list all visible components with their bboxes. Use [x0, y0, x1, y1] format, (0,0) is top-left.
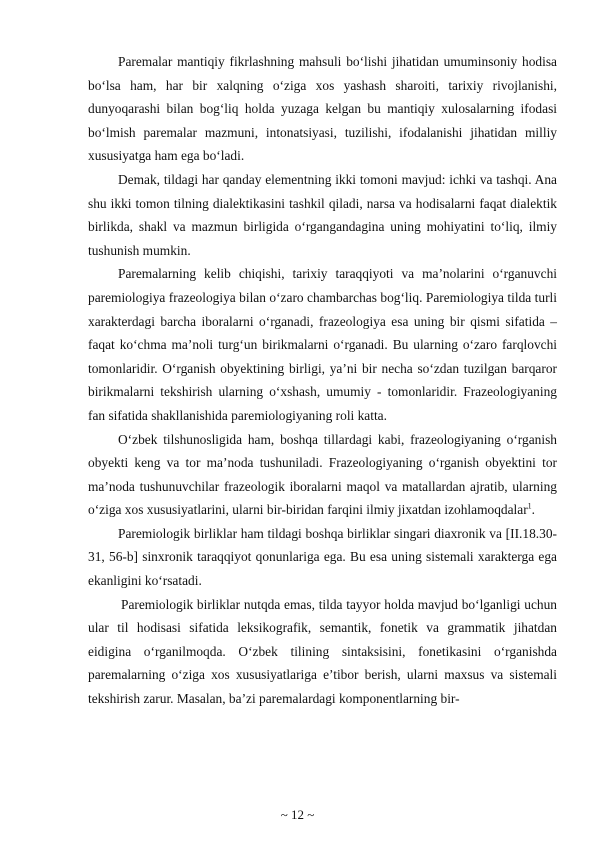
page-body [88, 50, 557, 711]
footnote-marker[interactable]: 1 [527, 501, 532, 511]
paragraph-1: Paremalar mantiqiy fikrlashning mahsuli bo‘lishi jihatidan umuminsoniy hodisa bo‘lsa ham, har bir xalqning o‘ziga xos yashash sharoiti, tarixiy rivojlanishi, dunyoqarashi bilan bog‘liq holda yuzaga kelgan bu mantiqiy xulosalarning ifodasi bo‘lmish paremalar mazmuni, intonatsiyasi, tuzilishi, ifodalanishi jihatidan milliy xususiyatga ham ega bo‘ladi. [88, 54, 557, 164]
page-number: ~ 12 ~ [280, 807, 315, 822]
paragraph-4-text: O‘zbek tilshunosligida ham, boshqa tillardagi kabi, frazeologiyaning o‘rganish obyekti keng va tor ma’noda tushuniladi. Frazeologiyaning o‘rganish obyektini tor ma’noda tushunuvchilar frazeologik iboralarni maqol va matallardan ajratib, ularning o‘ziga xos xususiyatlarini, ularni bir-biridan farqini ilmiy jixatdan izohlamoqdalar [88, 431, 557, 518]
paragraph-5: Paremiologik birliklar ham tildagi boshqa birliklar singari diaxronik va [II.18.30-31, 56-b] sinxronik taraqqiyot qonunlariga ega. Bu esa uning sistemali xarakterga ega ekanligini ko‘rsatadi. [88, 525, 557, 589]
paragraph-4 [88, 428, 557, 522]
paragraph-3: Paremalarning kelib chiqishi, tarixiy taraqqiyoti va ma’nolarini o‘rganuvchi paremiologiya frazeologiya bilan o‘zaro chambarchas bog‘liq. Paremiologiya tilda turli xarakterdagi barcha iboralarni o‘rganadi, frazeologiya esa uning bir qismi sifatida – faqat ko‘chma ma’noli turg‘un birikmalarni o‘rganadi. Bu ularning o‘zaro farqlovchi tomonlaridir. O‘rganish obyektining birligi, ya’ni bir necha so‘zdan tuzilgan barqaror birikmalarni tekshirish ularning o‘xshash, umumiy - tomonlaridir. Frazeologiyaning fan sifatida shakllanishida paremiologiyaning roli katta. [88, 266, 557, 423]
paragraph-4-end: . [531, 502, 536, 518]
paragraph-6: Paremiologik birliklar nutqda emas, tilda tayyor holda mavjud bo‘lganligi uchun ular til hodisasi sifatida leksikografik, semantik, fonetik va grammatik jihatdan eidigina o‘rganilmoqda. O‘zbek tilining sintaksisini, fonetikasini o‘rganishda paremalarning o‘ziga xos xususiyatlariga e’tibor berish, ularni maxsus va sistemali tekshirish zarur. Masalan, ba’zi paremalardagi komponentlarning bir- [88, 596, 557, 707]
paragraph-2: Demak, tildagi har qanday elementning ikki tomoni mavjud: ichki va tashqi. Ana shu ikki tomon tilning dialektikasini tashkil qiladi, narsa va hodisalarni faqat dialektik birlikda, shakl va mazmun birligida o‘rgangandagina uning mohiyatini to‘liq, ilmiy tushunish mumkin. [88, 171, 557, 258]
